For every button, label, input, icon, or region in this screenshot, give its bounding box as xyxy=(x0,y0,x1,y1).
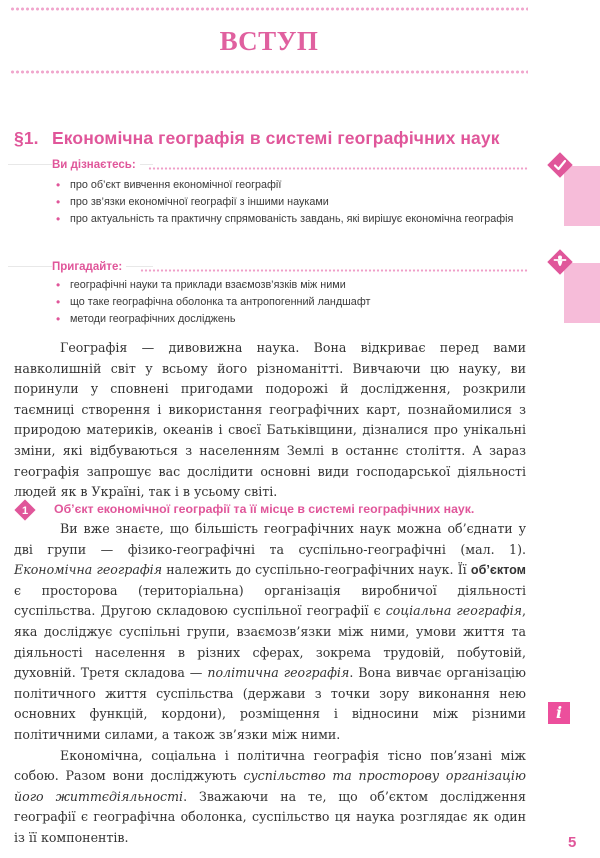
section-heading xyxy=(14,128,500,149)
paragraph-3: Економічна, соціальна і політична географія тісно пов’язані між собою. Разом вони досліджують суспільство та просторову організацію його життєдіяльності. Зважаючи на те, що об’єктом дослідження географії є географічна оболонка, суспільство ця наука розглядає як один із її компонентів. xyxy=(14,747,526,845)
top-dotted-rule xyxy=(10,7,528,11)
recall-list xyxy=(56,278,530,329)
section-number: §1. xyxy=(14,128,39,148)
learn-box-label: Ви дізнаєтесь: xyxy=(52,159,140,171)
learn-list xyxy=(56,178,530,229)
main-text xyxy=(14,519,526,849)
info-icon[interactable]: i xyxy=(548,702,570,724)
paragraph-2: Ви вже знаєте, що більшість географічних наук можна об’єднати у дві групи — фізико-географічні та суспільно-географічні (мал. 1). Економічна географія належить до суспільно-географічних наук. Її об’єктом є просторова (територіальна) організація виробничої діяльності суспільства. Другою складовою суспільної географії є соціальна географія, яка досліджує суспільні групи, взаємозв’язки між ними, умови життя та діяльності населення в різних сферах, зокрема трудовій, побутовій, духовній. Третя складова — політична географія. Вона вивчає організацію політичного життя суспільства (держави з точки зору виконання нею основних функцій, кордони), розміщення і відносини між різними політичними силами, а також зв’язки між ними. xyxy=(14,521,527,742)
term-economic-geography: Економічна географія xyxy=(14,562,163,578)
chapter-title: ВСТУП xyxy=(219,26,319,56)
subsection-title: Об’єкт економічної географії та її місце в системі географічних наук. xyxy=(54,502,475,516)
section-title: Економічна географія в системі географічних наук xyxy=(52,128,500,148)
learn-box-dots xyxy=(148,167,528,170)
subsection-heading xyxy=(14,499,534,521)
number-diamond-icon xyxy=(14,499,36,521)
term-object: об’єктом xyxy=(470,563,526,578)
person-icon xyxy=(547,249,573,275)
bottom-dotted-rule xyxy=(10,70,528,74)
recall-item: • географічні науки та приклади взаємозв’язків між ними xyxy=(56,278,530,292)
checkmark-icon xyxy=(547,152,573,178)
svg-text:1: 1 xyxy=(21,505,29,517)
recall-item: • методи географічних досліджень xyxy=(56,312,530,326)
intro-paragraph: Географія — дивовижна наука. Вона відкриває перед вами навколишній світ у всьому його різноманітті. Вивчаючи цю науку, ви поринули у сповнені пригодами подорожі й дослідження, розкрили таємниці створення і використання географічних карт, познайомилися з природою материків, океанів і своєї Батьківщини, дізналися про унікальні зміни, які відбуваються з населенням Землі в останнє століття. А зараз географія запрошує вас дослідити основні види господарської діяльності людей як в Україні, так і в усьому світі. xyxy=(14,340,526,500)
term-political-geography: політична географія xyxy=(207,665,350,681)
intro-text xyxy=(14,338,526,503)
recall-box-dots xyxy=(140,269,528,272)
page-number: 5 xyxy=(568,834,577,851)
learn-item: • про актуальність та практичну спрямованість завдань, які вирішує економічна географія xyxy=(56,212,530,226)
learn-item: • про зв’язки економічної географії з іншими науками xyxy=(56,195,530,209)
recall-box-label: Пригадайте: xyxy=(52,261,126,273)
term-social-geography: соціальна географія xyxy=(385,603,522,619)
learn-item: • про об’єкт вивчення економічної географії xyxy=(56,178,530,192)
term-society-organization: суспільство та просторову організацію його життєдіяльності xyxy=(14,768,526,804)
recall-item: • що таке географічна оболонка та антропогенний ландшафт xyxy=(56,295,530,309)
